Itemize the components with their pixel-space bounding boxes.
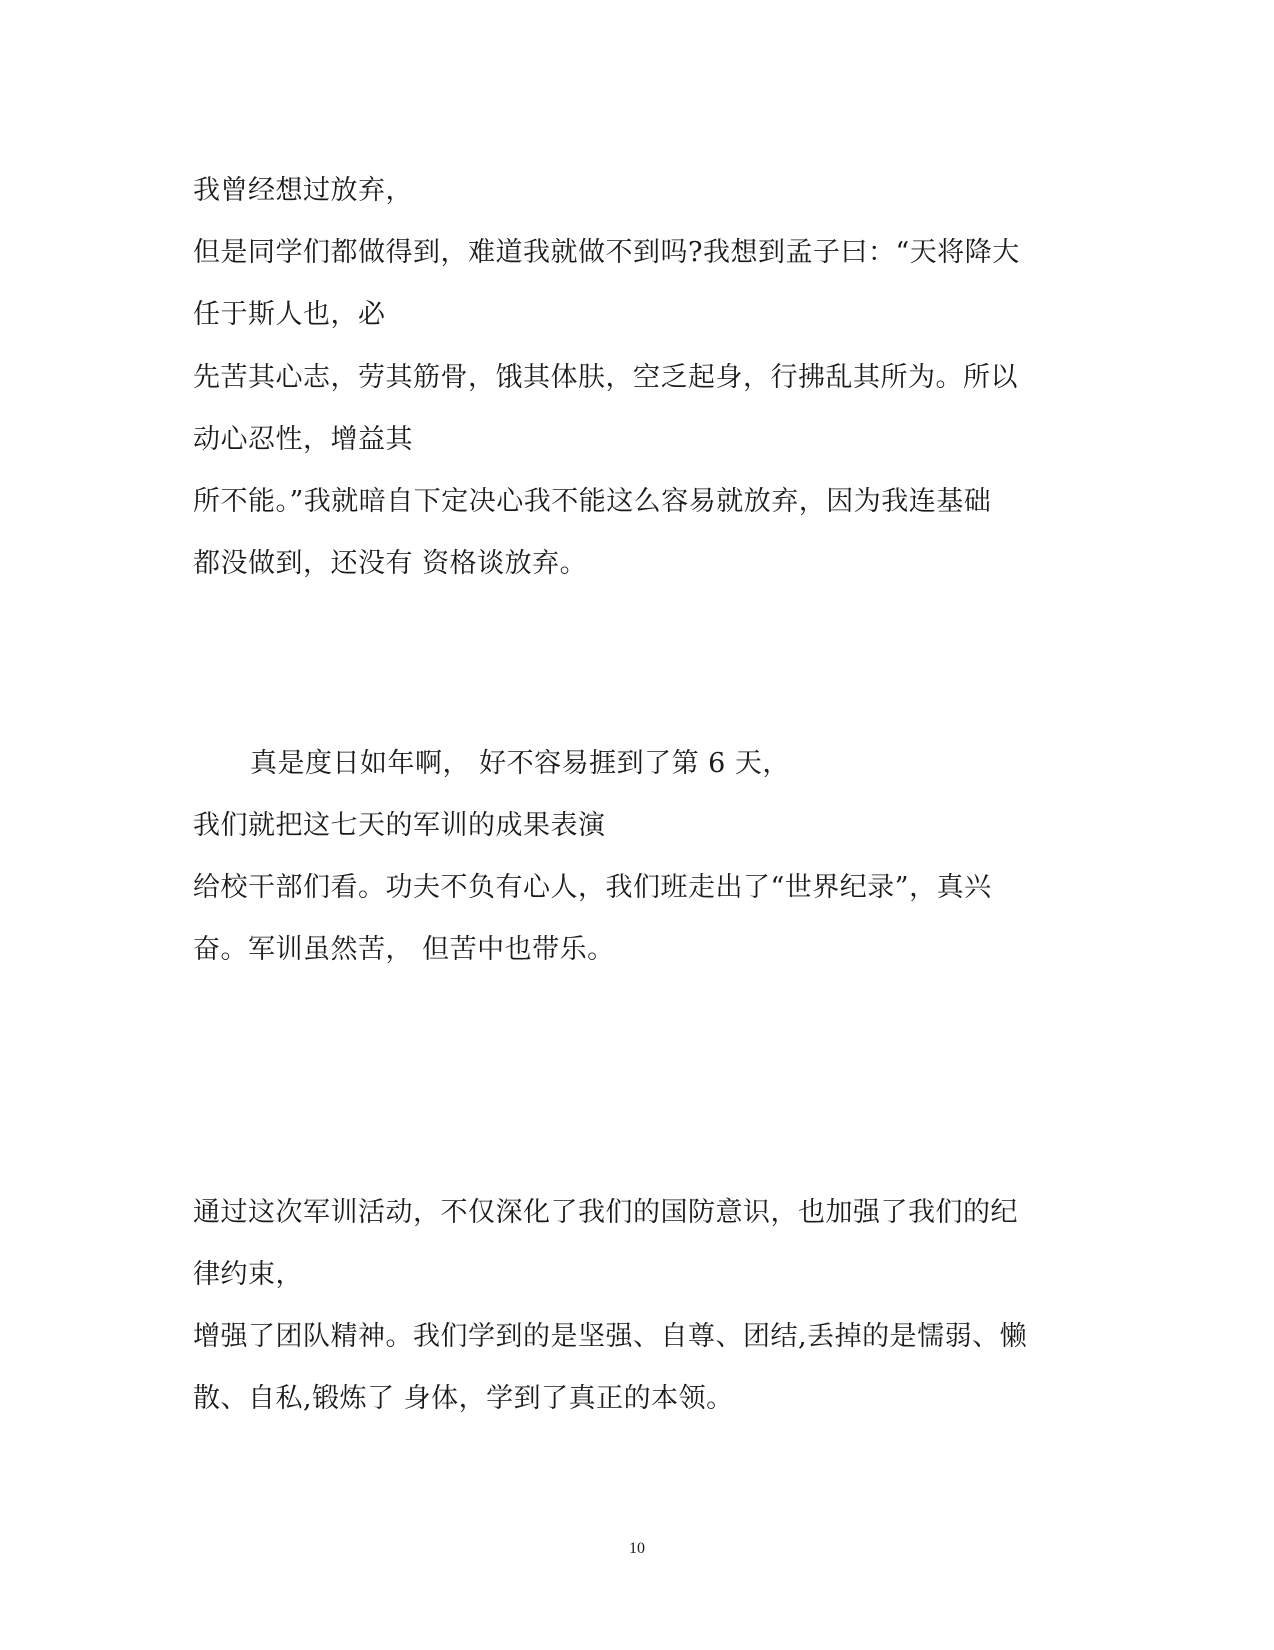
text-line: 奋。军训虽然苦， 但苦中也带乐。 (193, 934, 615, 965)
text-line: 先苦其心志，劳其筋骨，饿其体肤，空乏起身，行拂乱其所为。所以 (193, 362, 1018, 393)
text-line: 任于斯人也，必 (193, 299, 386, 330)
text-line: 给校干部们看。功夫不负有心人，我们班走出了“世界纪录”，真兴 (193, 872, 992, 903)
text-line: 我曾经想过放弃， (193, 175, 413, 206)
text-line: 增强了团队精神。我们学到的是坚强、自尊、团结,丢掉的是懦弱、懒 (193, 1321, 1028, 1352)
text-line: 但是同学们都做得到，难道我就做不到吗?我想到孟子曰：“天将降大 (193, 237, 1020, 268)
text-line: 散、自私,锻炼了 身体，学到了真正的本领。 (193, 1383, 734, 1414)
text-line: 我们就把这七天的军训的成果表演 (193, 810, 606, 841)
text-line: 通过这次军训活动，不仅深化了我们的国防意识，也加强了我们的纪 (193, 1197, 1018, 1228)
page-number: 10 (629, 1540, 645, 1557)
text-line: 律约束， (193, 1259, 303, 1290)
text-line: 所不能。”我就暗自下定决心我不能这么容易就放弃，因为我连基础 (193, 486, 992, 517)
text-line: 动心忍性，增益其 (193, 424, 413, 455)
text-line: 真是度日如年啊， 好不容易捱到了第 6 天， (250, 748, 790, 779)
text-line: 都没做到，还没有 资格谈放弃。 (193, 548, 588, 579)
